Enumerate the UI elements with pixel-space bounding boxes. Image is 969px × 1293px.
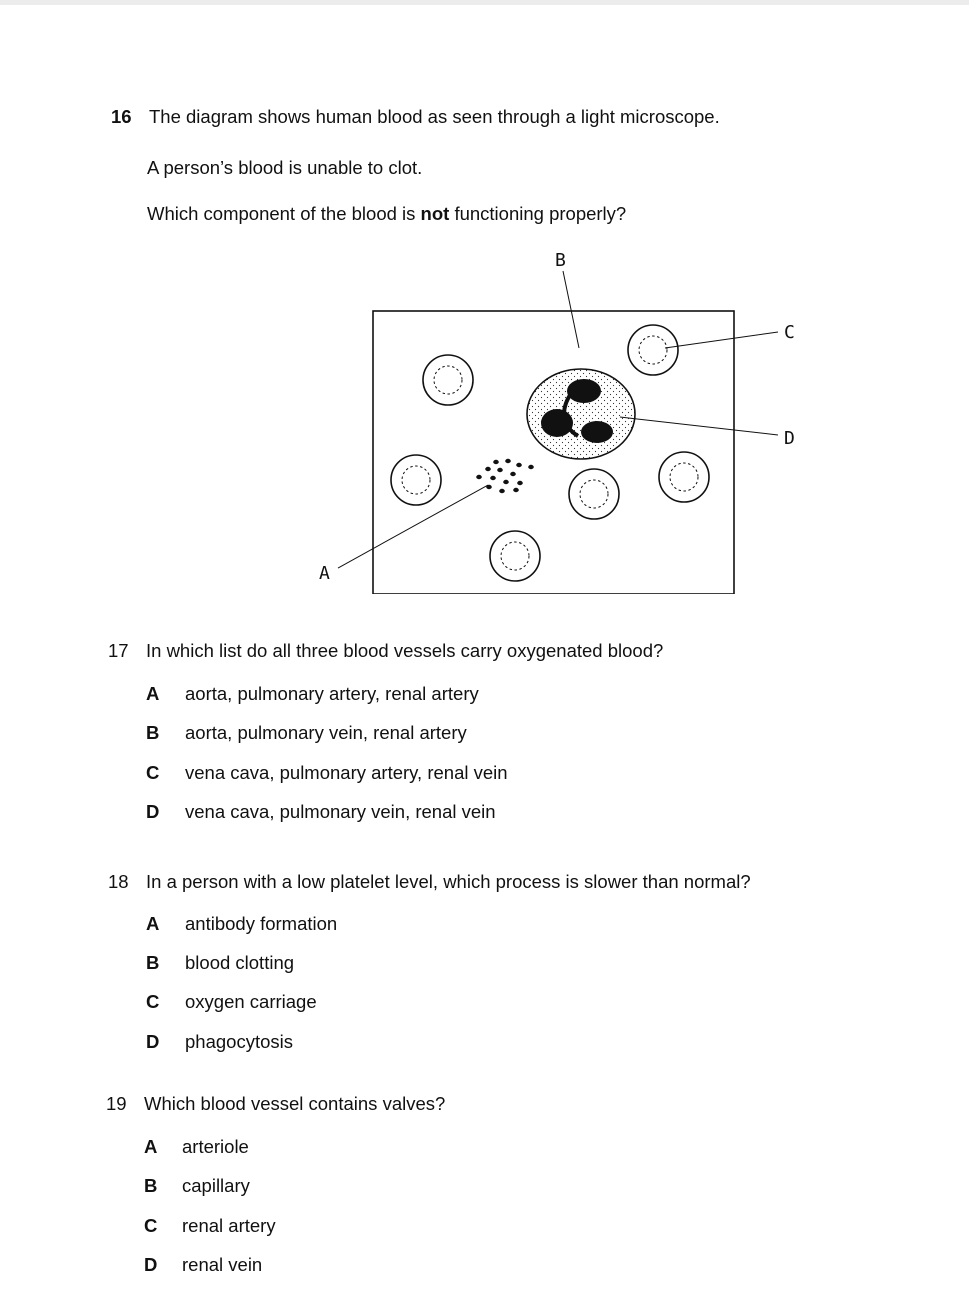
red-blood-cell [569,469,619,519]
q17-option-a-letter: A [146,683,160,704]
red-blood-cell [628,325,678,375]
q17-option-b-text: aorta, pulmonary vein, renal artery [185,722,467,743]
nucleus-lobe [567,379,601,403]
q16-number: 16 [111,106,132,127]
label-d-line [620,417,778,435]
q19-option-d-letter: D [144,1254,158,1275]
label-b-line [563,271,579,348]
q17-stem: In which list do all three blood vessels carry oxygenated blood? [146,640,664,661]
nucleus-lobe [581,421,613,443]
red-blood-cell [391,455,441,505]
label-a: A [319,563,330,584]
q19-option-a-letter: A [144,1136,158,1157]
q19-stem: Which blood vessel contains valves? [144,1093,446,1114]
q18-option-d-text: phagocytosis [185,1031,293,1052]
label-d: D [784,428,795,449]
q18-option-b-letter: B [146,952,160,973]
q19-option-d-text: renal vein [182,1254,263,1275]
red-blood-cell [423,355,473,405]
q19-option-b-text: capillary [182,1175,250,1196]
q19-option-c-text: renal artery [182,1215,276,1236]
nucleus-lobe [541,409,573,437]
white-blood-cell [527,369,635,459]
q17-number: 17 [108,640,129,661]
q18-option-d-letter: D [146,1031,160,1052]
q16-line3-after: functioning properly? [449,203,627,224]
q19-option-c-letter: C [144,1215,158,1236]
q18-option-a-letter: A [146,913,160,934]
red-blood-cell [659,452,709,502]
q16-line3-bold: not [420,203,450,224]
q18-number: 18 [108,871,129,892]
q18-option-c-text: oxygen carriage [185,991,317,1012]
q16-stem: The diagram shows human blood as seen through a light microscope. [149,106,720,127]
label-b: B [555,250,566,271]
q17-option-c-text: vena cava, pulmonary artery, renal vein [185,762,508,783]
q19-option-b-letter: B [144,1175,158,1196]
blood-microscope-diagram [300,244,820,594]
q17-option-c-letter: C [146,762,160,783]
q17-option-b-letter: B [146,722,160,743]
q16-line3 [147,203,626,225]
red-blood-cell [490,531,540,581]
q17-option-d-letter: D [146,801,160,822]
q18-option-a-text: antibody formation [185,913,338,934]
q19-option-a-text: arteriole [182,1136,249,1157]
q18-option-b-text: blood clotting [185,952,295,973]
platelets [476,459,534,493]
q18-stem: In a person with a low platelet level, which process is slower than normal? [146,871,751,892]
q16-line3-before: Which component of the blood is [147,203,421,224]
top-border [0,0,969,5]
label-c-line [665,332,778,348]
q17-option-d-text: vena cava, pulmonary vein, renal vein [185,801,496,822]
q19-number: 19 [106,1093,127,1114]
label-c: C [784,322,795,343]
q16-line2: A person’s blood is unable to clot. [147,157,423,178]
q17-option-a-text: aorta, pulmonary artery, renal artery [185,683,479,704]
q18-option-c-letter: C [146,991,160,1012]
